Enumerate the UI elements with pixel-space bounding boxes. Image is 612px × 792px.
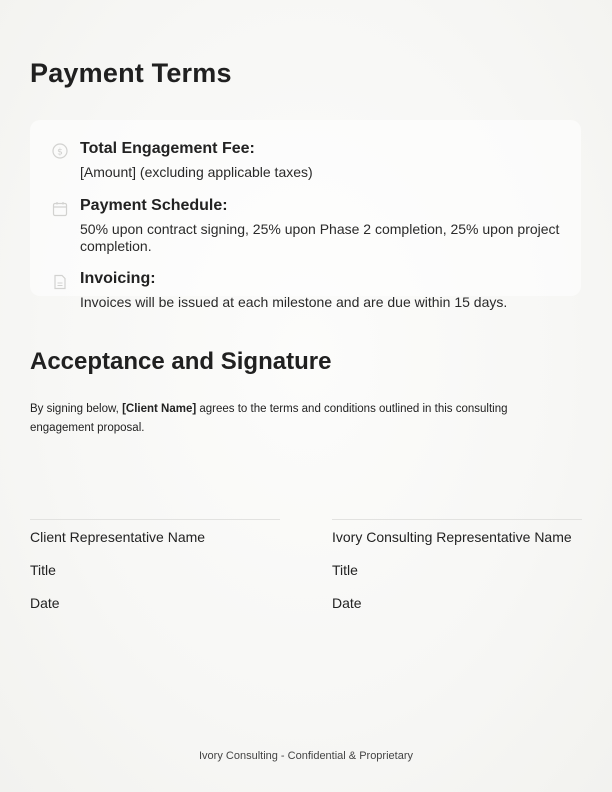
consultant-title-label: Title <box>332 562 358 578</box>
consultant-signature-line[interactable] <box>332 519 582 520</box>
document-icon <box>52 274 68 290</box>
acceptance-text <box>30 400 570 438</box>
client-name-placeholder: [Client Name] <box>122 403 197 415</box>
term-payment-schedule <box>80 197 580 255</box>
payment-terms-heading: Payment Terms <box>30 58 232 88</box>
dollar-circle-icon <box>52 143 68 159</box>
client-signature-line[interactable] <box>30 519 280 520</box>
client-name-label: Client Representative Name <box>30 529 206 545</box>
acceptance-text-before: By signing below, <box>30 403 123 415</box>
term-title: Payment Schedule: <box>80 197 228 214</box>
svg-text:$: $ <box>57 147 63 158</box>
acceptance-text-after: agrees to the terms and conditions outlined in this consulting engagement proposal. <box>30 403 508 434</box>
term-title: Invoicing: <box>80 270 156 287</box>
consultant-date-label: Date <box>332 595 362 611</box>
term-title: Total Engagement Fee: <box>80 140 255 157</box>
client-signature-block <box>30 519 280 611</box>
footer-text: Ivory Consulting - Confidential & Proprietary <box>199 750 413 762</box>
acceptance-heading: Acceptance and Signature <box>30 348 332 375</box>
term-total-fee <box>80 140 580 181</box>
calendar-icon <box>52 201 68 217</box>
client-date-label: Date <box>30 595 60 611</box>
term-text: Invoices will be issued at each milestone and are due within 15 days. <box>80 294 508 310</box>
client-title-label: Title <box>30 562 56 578</box>
consultant-signature-block <box>332 519 582 611</box>
term-text: 50% upon contract signing, 25% upon Phase 2 completion, 25% upon project completion. <box>80 221 560 254</box>
term-text: [Amount] (excluding applicable taxes) <box>80 164 313 180</box>
consultant-name-label: Ivory Consulting Representative Name <box>332 529 572 545</box>
term-invoicing <box>80 270 580 311</box>
